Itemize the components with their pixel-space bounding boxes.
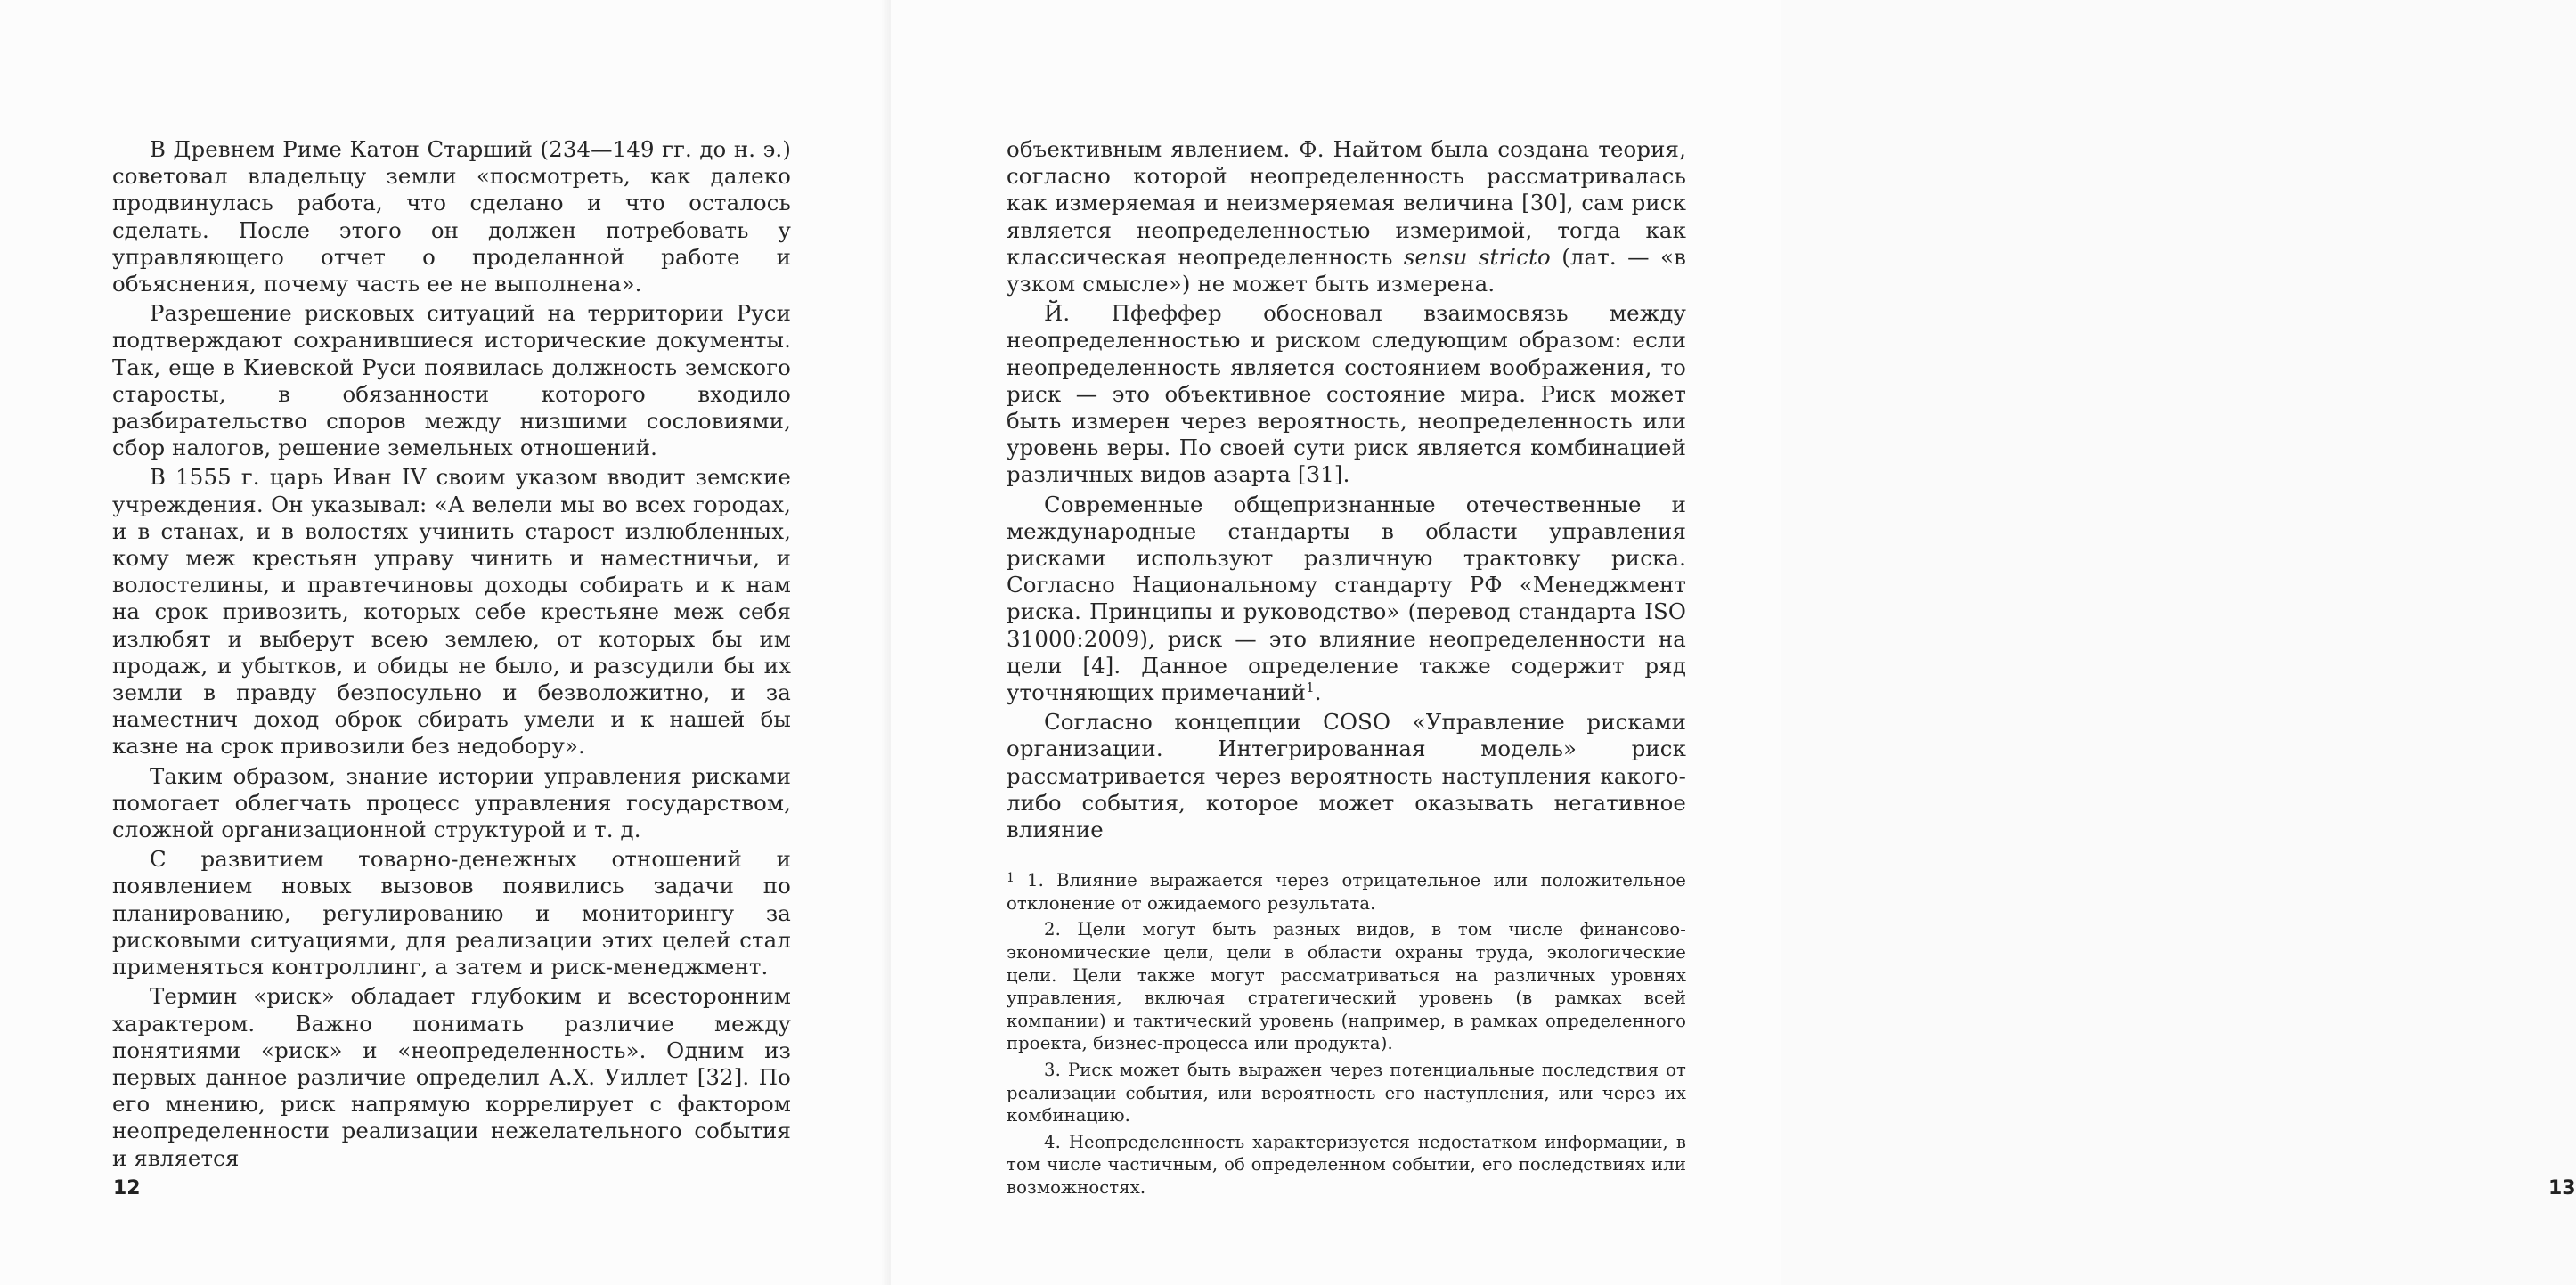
left-text-block (112, 136, 791, 1175)
right-paragraph-1 (1007, 136, 1686, 297)
left-paragraph-6: Термин «риск» обладает глубоким и всесторонним характером. Важно понимать различие между понятиями «риск» и «неопределенность». Одним из первых данное различие определил А.Х. Уиллет [32]. По его мнению, риск напрямую коррелирует с фактором неопределенности реализации нежелательного события и является (112, 983, 791, 1171)
right-paragraph-3 (1007, 492, 1686, 707)
left-paragraph-5: С развитием товарно-денежных отношений и появлением новых вызовов появились задачи по планированию, регулированию и мониторингу за рисковыми ситуациями, для реализации этих целей стал применяться контроллинг, а затем и риск-менеджмент. (112, 846, 791, 980)
left-paragraph-2: Разрешение рисковых ситуаций на территории Руси подтверждают сохранившиеся исторические документы. Так, еще в Киевской Руси появилась должность земского старосты, в обязанности которого входило разбирательство споров между низшими сословиями, сбор налогов, решение земельных отношений. (112, 300, 791, 461)
left-paragraph-4: Таким образом, знание истории управления рисками помогает облегчать процесс управления государством, сложной организационной структурой и т. д. (112, 762, 791, 843)
page-number-right: 13 (2548, 1177, 2576, 1200)
footnote-3: 3. Риск может быть выражен через потенциальные последствия от реализации события, или вероятность его наступления, или через их комбинацию. (1007, 1060, 1686, 1126)
right-paragraph-1-part-a: объективным явлением. Ф. Найтом была создана теория, согласно которой неопределенность рассматривалась как измеряемая и неизмеряемая величина [30], сам риск является неопределенностью измеримой, тогда как классическая неопределенность (1007, 136, 1686, 270)
right-paragraph-2: Й. Пфеффер обосновал взаимосвязь между неопределенностью и риском следующим образом: если неопределенность является состоянием воображения, то риск — это объективное состояние мира. Риск может быть измерен через вероятность, неопределенность или уровень веры. По своей сути риск является комбинацией различных видов азарта [31]. (1007, 300, 1686, 488)
footnote-reference: 1 (1306, 679, 1315, 695)
page-number-left: 12 (113, 1177, 141, 1200)
right-paragraph-3-part-a: Современные общепризнанные отечественные и международные стандарты в области управления рисками используют различную трактовку риска. Согласно Национальному стандарту РФ «Менеджмент риска. Принципы и руководство» (перевод стандарта ISO 31000:2009), риск — это влияние неопределенности на цели [4]. Данное определение также содержит ряд уточняющих примечаний (1007, 491, 1686, 706)
right-paragraph-1-part-b: (лат. — «в узком смысле») не может быть измерена. (1007, 243, 1686, 297)
right-page (891, 0, 2576, 1285)
right-paragraph-4: Согласно концепции COSO «Управление рисками организации. Интегрированная модель» риск рассматривается через вероятность наступления какого-либо события, которое может оказывать негативное влияние (1007, 709, 1686, 843)
left-page (0, 0, 891, 1285)
footnote-4: 4. Неопределенность характеризуется недостатком информации, в том числе частичным, об определенном событии, его последствиях или возможностях. (1007, 1131, 1686, 1198)
right-paragraph-3-part-b: . (1314, 679, 1322, 706)
footnote-1 (1007, 869, 1686, 915)
left-paragraph-3: В 1555 г. царь Иван IV своим указом вводит земские учреждения. Он указывал: «А велели мы во всех городах, и в станах, и в волостях учинить старост излюбленных, кому меж крестьян управу чинить и наместничьи, и волостелины, и правтечиновы доходы собирать и к нам на срок привозить, которых себе крестьяне меж себя излюбят и выберут всею землею, от которых бы им продаж, и убытков, и обиды не было, и разсудили бы их земли в правду безпосульно и безволожитно, и за наместнич доход оброк сбирать умели и к нашей бы казне на срок привозили без недобору». (112, 464, 791, 760)
footnote-2: 2. Цели могут быть разных видов, в том числе финансово-экономические цели, цели в области охраны труда, экологические цели. Цели также могут рассматриваться на различных уровнях управления, включая стратегический уровень (в рамках всей компании) и тактический уровень (например, в рамках определенного проекта, бизнес-процесса или продукта). (1007, 919, 1686, 1054)
footnote-mark: 1 (1007, 871, 1015, 886)
footnote-1-text: 1. Влияние выражается через отрицательное или положительное отклонение от ожидаемого результата. (1007, 870, 1686, 914)
right-text-block (1007, 136, 1686, 1203)
latin-term: sensu stricto (1403, 243, 1551, 270)
left-paragraph-1: В Древнем Риме Катон Старший (234—149 гг. до н. э.) советовал владельцу земли «посмотреть, как далеко продвинулась работа, что сделано и что осталось сделать. После этого он должен потребовать у управляющего отчет о проделанной работе и объяснения, почему часть ее не выполнена». (112, 136, 791, 297)
